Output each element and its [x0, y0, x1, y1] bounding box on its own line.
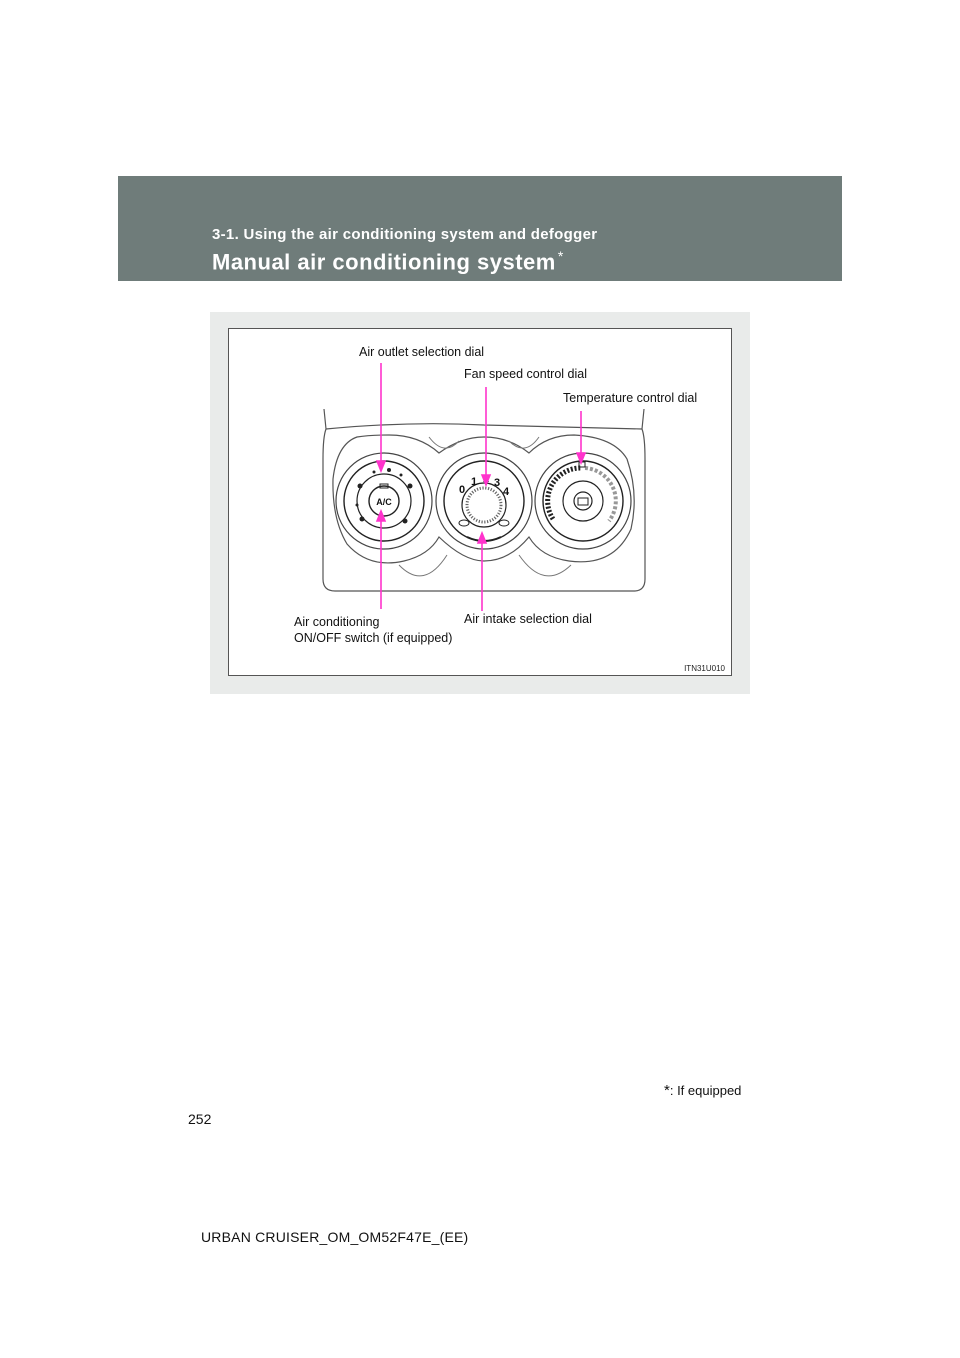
ac-button-label: A/C [376, 497, 392, 507]
fan-speed-1: 1 [471, 476, 478, 488]
fan-speed-dial-label: Fan speed control dial [464, 367, 587, 381]
air-intake-dial-label: Air intake selection dial [464, 612, 592, 626]
footnote-mark: * [664, 1082, 670, 1099]
document-code: URBAN CRUISER_OM_OM52F47E_(EE) [201, 1229, 469, 1245]
fan-speed-4: 4 [503, 486, 510, 498]
fan-speed-0: 0 [459, 484, 466, 496]
header-band [118, 176, 842, 281]
footnote [664, 1082, 741, 1099]
figure-frame [210, 312, 750, 694]
page-title [212, 248, 564, 275]
temperature-dial-label: Temperature control dial [563, 391, 698, 405]
ac-switch-label-line1: Air conditioning [294, 615, 380, 629]
control-panel-figure [228, 328, 732, 676]
fan-speed-dial[interactable] [436, 453, 532, 549]
section-title: 3-1. Using the air conditioning system and defogger [212, 226, 598, 243]
temperature-dial[interactable] [535, 453, 631, 549]
ac-switch-label-line2: ON/OFF switch (if equipped) [294, 631, 453, 645]
footnote-text: : If equipped [669, 1083, 742, 1098]
air-outlet-dial[interactable] [336, 453, 432, 549]
ac-switch-label [294, 614, 452, 646]
figure-id: ITN31U010 [684, 664, 725, 673]
page-number: 252 [188, 1111, 212, 1127]
page-title-text: Manual air conditioning system [212, 249, 556, 275]
fan-speed-3: 3 [494, 477, 501, 489]
title-footnote-mark: * [557, 248, 564, 264]
air-outlet-dial-label: Air outlet selection dial [359, 345, 485, 359]
